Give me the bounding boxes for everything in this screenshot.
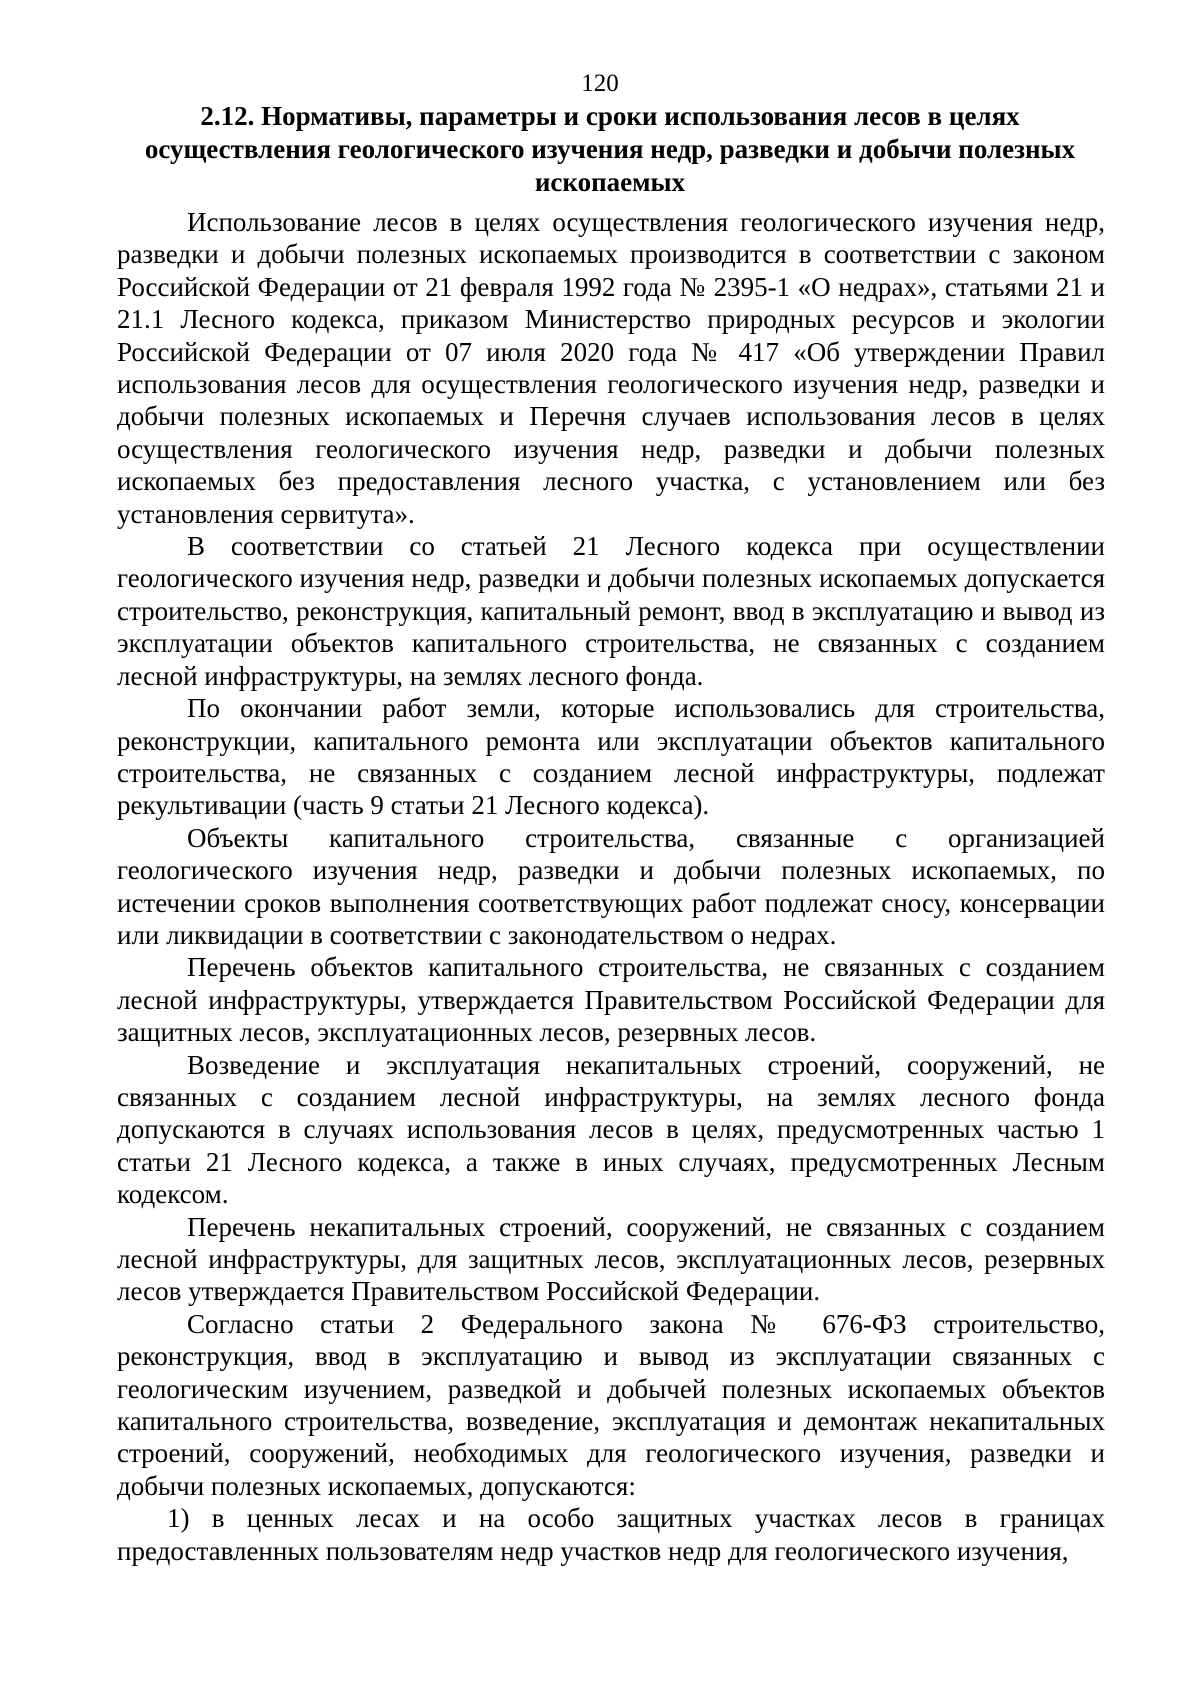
paragraph-construction-allowed: В соответствии со статьей 21 Лесного кодекса при осуществлении геологического изучения недр, разведки и добычи полезных ископаемых допускается строительство, реконструкция, капитальный ремонт, ввод в эксплуатацию и вывод из эксплуатации объектов капитального строительства, не связанных с созданием лесной инфраструктуры, на землях лесного фонда.: [117, 531, 1105, 691]
paragraph-federal-law-676: Согласно статьи 2 Федерального закона № 676-ФЗ строительство, реконструкция, ввод в эксплуатацию и вывод из эксплуатации связанных с геологическим изучением, разведкой и добычей полезных ископаемых объектов капитального строительства, возведение, эксплуатация и демонтаж некапитальных строений, сооружений, необходимых для геологического изучения, разведки и добычи полезных ископаемых, допускаются:: [117, 1308, 1105, 1501]
paragraph-legal-basis: Использование лесов в целях осуществления геологического изучения недр, разведки и добычи полезных ископаемых производится в соответствии с законом Российской Федерации от 21 февраля 1992 года № 2395-1 «О недрах», статьями 21 и 21.1 Лесного кодекса, приказом Министерство природных ресурсов и экологии Российской Федерации от 07 июля 2020 года № 417 «Об утверждении Правил использования лесов для осуществления геологического изучения недр, разведки и добычи полезных ископаемых и Перечня случаев использования лесов в целях осуществления геологического изучения недр, разведки и добычи полезных ископаемых без предоставления лесного участка, с установлением или без установления сервитута».: [117, 207, 1105, 529]
paragraph-demolition: Объекты капитального строительства, связанные с организацией геологического изучения недр, разведки и добычи полезных ископаемых, по истечении сроков выполнения соответствующих работ подлежат сносу, консервации или ликвидации в соответствии с законодательством о недрах.: [117, 822, 1105, 950]
paragraph-non-capital-structures: Возведение и эксплуатация некапитальных строений, сооружений, не связанных с созданием лесной инфраструктуры, на землях лесного фонда допускаются в случаях использования лесов в целях, предусмотренных частью 1 статьи 21 Лесного кодекса, а также в иных случаях, предусмотренных Лесным кодексом.: [117, 1049, 1105, 1210]
paragraph-capital-objects-list: Перечень объектов капитального строительства, не связанных с созданием лесной инфраструктуры, утверждается Правительством Российской Федерации для защитных лесов, эксплуатационных лесов, резервных лесов.: [117, 952, 1105, 1048]
list-item-1: 1) в ценных лесах и на особо защитных участках лесов в границах предоставленных пользователям недр участков недр для геологического изучения,: [117, 1503, 1105, 1566]
page-number: 120: [581, 70, 619, 97]
section-heading: 2.12. Нормативы, параметры и сроки использования лесов в целях осуществления геологического изучения недр, разведки и добычи полезных ископаемых: [144, 101, 1076, 197]
paragraph-recultivation: По окончании работ земли, которые использовались для строительства, реконструкции, капитального ремонта или эксплуатации объектов капитального строительства, не связанных с созданием лесной инфраструктуры, подлежат рекультивации (часть 9 статьи 21 Лесного кодекса).: [117, 693, 1105, 821]
paragraph-non-capital-list: Перечень некапитальных строений, сооружений, не связанных с созданием лесной инфраструктуры, для защитных лесов, эксплуатационных лесов, резервных лесов утверждается Правительством Российской Федерации.: [117, 1211, 1105, 1307]
body-text: [117, 206, 1105, 1567]
